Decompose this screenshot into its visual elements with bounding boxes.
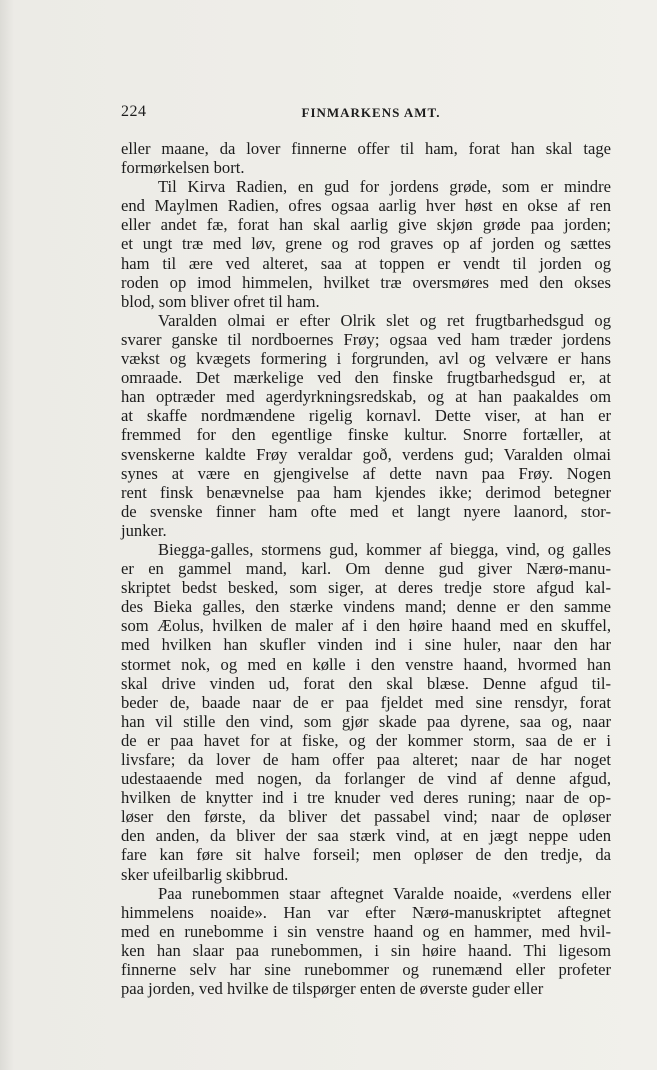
text-line: stormet nok, og med en kølle i den venstre haand, hvormed han bbox=[121, 654, 611, 674]
text-line: end Maylmen Radien, ofres ogsaa aarlig hver høst en okse af ren bbox=[121, 196, 611, 216]
text-line: han vil stille den vind, som gjør skade paa dyrene, saa og, naar bbox=[121, 711, 611, 731]
text-line: synes at være en gjengivelse af dette navn paa Frøy. Nogen bbox=[121, 463, 611, 483]
text-line: han optræder med agerdyrkningsredskab, og at han paakaldes om bbox=[121, 387, 611, 407]
page-header bbox=[121, 103, 611, 123]
text-line: paa jorden, ved hvilke de tilspørger enten de øverste guder eller bbox=[121, 979, 544, 999]
text-line: junker. bbox=[121, 520, 167, 540]
text-line: fremmed for den egentlige finske kultur. Snorre fortæller, at bbox=[121, 425, 611, 445]
text-line: som Æolus, hvilken de maler af i den høire haand med en skuffel, bbox=[121, 616, 611, 636]
text-line: Paa runebommen staar aftegnet Varalde noaide, «verdens eller bbox=[158, 883, 611, 903]
text-line: Varalden olmai er efter Olrik slet og ret frugtbarhedsgud og bbox=[158, 310, 611, 330]
text-line: at skaffe nordmændene rigelig kornavl. Dette viser, at han er bbox=[121, 406, 611, 426]
text-line: omraade. Det mærkelige ved den finske frugtbarhedsgud er, at bbox=[121, 368, 611, 388]
text-line: beder de, baade naar de er paa fjeldet med sine rensdyr, forat bbox=[121, 692, 611, 712]
text-line: himmelens noaide». Han var efter Nærø-manuskriptet aftegnet bbox=[121, 902, 611, 922]
text-line: livsfare; da lover de ham offer paa alteret; naar de har noget bbox=[121, 750, 611, 769]
text-line: blod, som bliver ofret til ham. bbox=[121, 291, 320, 311]
text-line: roden op imod himmelen, hvilket træ oversmøres med den okses bbox=[121, 272, 611, 292]
text-line: med en runebomme i sin venstre haand og en hammer, med hvil- bbox=[121, 921, 611, 941]
text-line: vækst og kvægets formering i forgrunden, avl og velvære er hans bbox=[121, 349, 611, 369]
text-line: skriptet bedst besked, som siger, at deres tredje store afgud kal- bbox=[121, 578, 611, 598]
text-line: et ungt træ med løv, grene og rod graves op af jorden og sættes bbox=[121, 234, 611, 254]
text-line: skal drive vinden ud, forat den skal blæse. Denne afgud til- bbox=[121, 673, 611, 693]
text-line: Biegga-galles, stormens gud, kommer af biegga, vind, og galles bbox=[158, 539, 611, 559]
text-line: de svenske finner ham ofte med et langt nyere laanord, stor- bbox=[121, 501, 611, 521]
text-line: Til Kirva Radien, en gud for jordens grøde, som er mindre bbox=[158, 177, 611, 197]
text-line: ken han slaar paa runebommen, i sin høire haand. Thi ligesom bbox=[121, 940, 611, 960]
text-line: fare kan føre sit halve forseil; men opløser de den tredje, da bbox=[121, 845, 611, 865]
text-line: udestaaende med nogen, da forlanger de vind af denne afgud, bbox=[121, 769, 611, 789]
text-line: finnerne selv har sine runebommer og runemænd eller profeter bbox=[121, 960, 611, 980]
text-line: eller andet fæ, forat han skal aarlig give skjøn grøde paa jorden; bbox=[121, 215, 611, 235]
text-line: er en gammel mand, karl. Om denne gud giver Nærø-manu- bbox=[121, 559, 611, 579]
page-number: 224 bbox=[121, 103, 147, 120]
text-line: de er paa havet for at fiske, og der kommer storm, saa de er i bbox=[121, 730, 611, 750]
text-line: løser den første, da bliver det passabel vind; naar de opløser bbox=[121, 807, 611, 827]
text-line: med hvilken han skufler vinden ind i sine huler, naar den har bbox=[121, 635, 611, 655]
text-line: den anden, da bliver der saa stærk vind, at en jægt neppe uden bbox=[121, 826, 611, 846]
text-line: eller maane, da lover finnerne offer til ham, forat han skal tage bbox=[121, 139, 611, 158]
text-line: svarer ganske til nordboernes Frøy; ogsaa ved ham træder jordens bbox=[121, 329, 611, 349]
text-line: ham til ære ved alteret, saa at toppen er vendt til jorden og bbox=[121, 253, 611, 273]
text-line: des Bieka galles, den stærke vindens mand; denne er den samme bbox=[121, 597, 611, 617]
text-line: sker ufeilbarlig skibbrud. bbox=[121, 864, 289, 884]
text-line: svenskerne kaldte Frøy veraldar goð, verdens gud; Varalden olmai bbox=[121, 444, 611, 464]
text-line: formørkelsen bort. bbox=[121, 158, 245, 178]
running-head: FINMARKENS AMT. bbox=[301, 105, 441, 120]
body-text bbox=[121, 139, 611, 998]
text-line: rent finsk benævnelse paa ham kjendes ikke; derimod betegner bbox=[121, 482, 611, 502]
text-line: hvilken de knytter ind i tre knuder ved deres runing; naar de op- bbox=[121, 788, 611, 808]
